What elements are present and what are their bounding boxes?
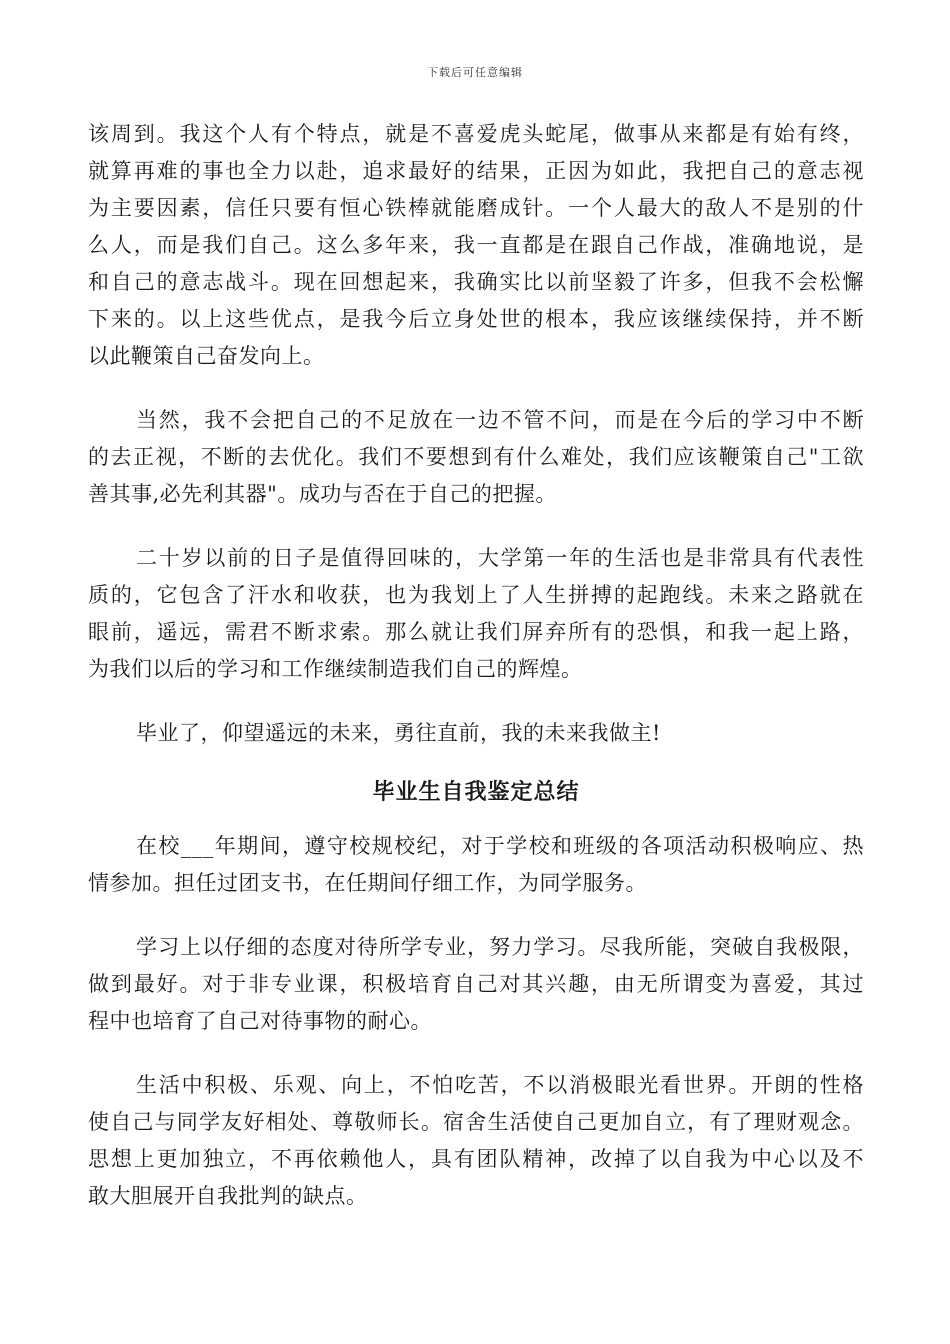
text-line: 该周到。我这个人有个特点，就是不喜爱虎头蛇尾，做事从来都是有始有终， <box>88 122 864 146</box>
text-line: 下来的。以上这些优点，是我今后立身处世的根本，我应该继续保持，并不断 <box>88 307 864 331</box>
section-title: 毕业生自我鉴定总结 <box>372 779 580 805</box>
text-line: 毕业了，仰望遥远的未来，勇往直前，我的未来我做主! <box>136 721 661 745</box>
paragraph <box>88 116 864 375</box>
text-line: 质的，它包含了汗水和收获，也为我划上了人生拼搏的起跑线。未来之路就在 <box>88 583 864 607</box>
paragraph <box>88 828 864 902</box>
text-line: 使自己与同学友好相处、尊敬师长。宿舍生活使自己更加自立，有了理财观念。 <box>88 1110 864 1134</box>
document-body <box>88 116 864 1215</box>
text-line: 学习上以仔细的态度对待所学专业，努力学习。尽我所能，突破自我极限， <box>136 935 864 959</box>
top-section <box>88 116 864 752</box>
text-line: 思想上更加独立，不再依赖他人，具有团队精神，改掉了以自我为中心以及不 <box>88 1147 864 1171</box>
text-line: 敢大胆展开自我批判的缺点。 <box>88 1184 368 1208</box>
paragraph <box>88 715 864 752</box>
text-line: 就算再难的事也全力以赴，追求最好的结果，正因为如此，我把自己的意志视 <box>88 159 864 183</box>
text-line: 当然，我不会把自己的不足放在一边不管不问，而是在今后的学习中不断 <box>136 408 864 432</box>
text-line: 生活中积极、乐观、向上，不怕吃苦，不以消极眼光看世界。开朗的性格 <box>136 1073 864 1097</box>
page-header: 下载后可任意编辑 <box>427 66 523 79</box>
text-line: 的去正视，不断的去优化。我们不要想到有什么难处，我们应该鞭策自己"工欲 <box>88 445 864 469</box>
paragraph <box>88 929 864 1040</box>
text-line: 二十岁以前的日子是值得回味的，大学第一年的生活也是非常具有代表性 <box>136 546 864 570</box>
text-line: 在校___年期间，遵守校规校纪，对于学校和班级的各项活动积极响应、热 <box>136 834 864 858</box>
text-line: 善其事,必先利其器"。成功与否在于自己的把握。 <box>88 482 557 506</box>
text-line: 程中也培育了自己对待事物的耐心。 <box>88 1009 432 1033</box>
text-line: 眼前，遥远，需君不断求索。那么就让我们屏弃所有的恐惧，和我一起上路， <box>88 620 864 644</box>
text-line: 为主要因素，信任只要有恒心铁棒就能磨成针。一个人最大的敌人不是别的什 <box>88 196 864 220</box>
bottom-section <box>88 828 864 1215</box>
text-line: 和自己的意志战斗。现在回想起来，我确实比以前坚毅了许多，但我不会松懈 <box>88 270 864 294</box>
paragraph <box>88 402 864 513</box>
paragraph <box>88 540 864 688</box>
text-line: 以此鞭策自己奋发向上。 <box>88 344 325 368</box>
text-line: 做到最好。对于非专业课，积极培育自己对其兴趣，由无所谓变为喜爱，其过 <box>88 972 864 996</box>
paragraph <box>88 1067 864 1215</box>
text-line: 为我们以后的学习和工作继续制造我们自己的辉煌。 <box>88 657 583 681</box>
text-line: 么人，而是我们自己。这么多年来，我一直都是在跟自己作战，准确地说，是 <box>88 233 864 257</box>
text-line: 情参加。担任过团支书，在任期间仔细工作，为同学服务。 <box>88 871 647 895</box>
